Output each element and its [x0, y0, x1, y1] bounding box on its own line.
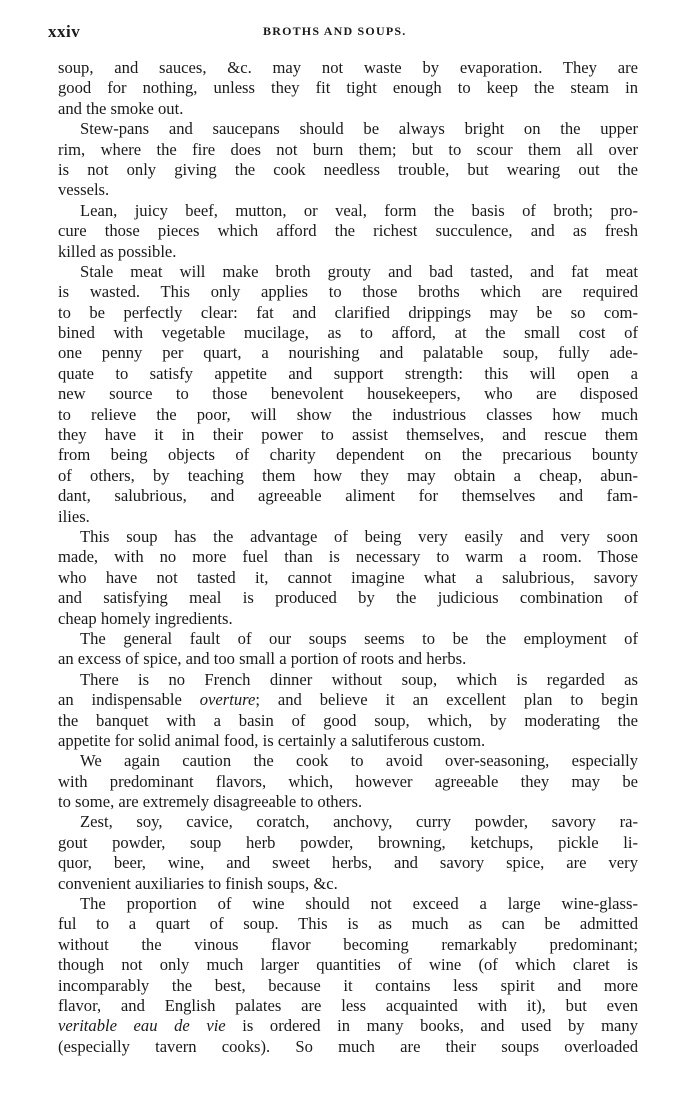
text-line: Zest, soy, cavice, coratch, anchovy, curry powder, savory ra-: [80, 812, 638, 832]
text-line: one penny per quart, a nourishing and palatable soup, fully ade-: [58, 343, 638, 363]
text-line: an indispensable overture; and believe it an excellent plan to begin: [58, 690, 638, 710]
page-header: [48, 22, 648, 42]
text-line: they have it in their power to assist themselves, and rescue them: [58, 425, 638, 445]
text-line: This soup has the advantage of being very easily and very soon: [80, 526, 638, 546]
text-line: of others, by teaching them how they may obtain a cheap, abun-: [58, 465, 638, 485]
body-text: [58, 58, 638, 1057]
text-line: Stale meat will make broth grouty and bad tasted, and fat meat: [80, 261, 638, 281]
italic-phrase: veritable eau de vie: [58, 1016, 226, 1036]
text-line: from being objects of charity dependent on the precarious bounty: [58, 445, 638, 465]
text-line: veritable eau de vie is ordered in many books, and used by many: [58, 1016, 638, 1036]
text-line: There is no French dinner without soup, which is regarded as: [80, 669, 638, 689]
text-line: to be perfectly clear: fat and clarified drippings may be so com-: [58, 302, 638, 322]
text-line: and the smoke out.: [58, 98, 184, 118]
text-line: new source to those benevolent housekeepers, who are disposed: [58, 384, 638, 404]
text-line: to some, are extremely disagreeable to others.: [58, 792, 363, 812]
text-line: cheap homely ingredients.: [58, 608, 233, 628]
running-head: BROTHS AND SOUPS.: [263, 24, 407, 38]
text-line: quor, beer, wine, and sweet herbs, and savory spice, are very: [58, 853, 638, 873]
text-line: quate to satisfy appetite and support strength: this will open a: [58, 363, 638, 383]
text-line: without the vinous flavor becoming remarkably predominant;: [58, 934, 638, 954]
text-line: ilies.: [58, 506, 90, 526]
text-line: convenient auxiliaries to finish soups, &c.: [58, 873, 338, 893]
text-line: soup, and sauces, &c. may not waste by evaporation. They are: [58, 58, 638, 77]
text-line: We again caution the cook to avoid over-seasoning, especially: [80, 751, 638, 771]
text-line: the banquet with a basin of good soup, which, by moderating the: [58, 710, 638, 730]
text-line: is not only giving the cook needless trouble, but wearing out the: [58, 159, 638, 179]
text-line: to relieve the poor, will show the industrious classes how much: [58, 404, 638, 424]
text-line: incomparably the best, because it contains less spirit and more: [58, 975, 638, 995]
text-line: cure those pieces which afford the richest succulence, and as fresh: [58, 221, 638, 241]
text-line: who have not tasted it, cannot imagine what a salubrious, savory: [58, 567, 638, 587]
text-line: with predominant flavors, which, however agreeable they may be: [58, 771, 638, 791]
text-line: (especially tavern cooks). So much are their soups overloaded: [58, 1036, 638, 1056]
text-line: and satisfying meal is produced by the judicious combination of: [58, 588, 638, 608]
text-line: though not only much larger quantities of wine (of which claret is: [58, 955, 638, 975]
text-line: dant, salubrious, and agreeable aliment for themselves and fam-: [58, 486, 638, 506]
text-line: made, with no more fuel than is necessary to warm a room. Those: [58, 547, 638, 567]
text-line: Lean, juicy beef, mutton, or veal, form the basis of broth; pro-: [80, 200, 638, 220]
text-line: an excess of spice, and too small a portion of roots and herbs.: [58, 649, 467, 669]
text-line: killed as possible.: [58, 241, 177, 261]
text-line: is wasted. This only applies to those broths which are required: [58, 282, 638, 302]
text-line: appetite for solid animal food, is certainly a salutiferous custom.: [58, 730, 486, 750]
text-line: vessels.: [58, 180, 110, 200]
text-line: Stew-pans and saucepans should be always bright on the upper: [80, 119, 638, 139]
text-line: bined with vegetable mucilage, as to afford, at the small cost of: [58, 323, 638, 343]
text-line: The proportion of wine should not exceed a large wine-glass-: [80, 894, 638, 914]
text-line: flavor, and English palates are less acquainted with it), but even: [58, 995, 638, 1015]
text-line: rim, where the fire does not burn them; but to scour them all over: [58, 139, 638, 159]
text-line: gout powder, soup herb powder, browning, ketchups, pickle li-: [58, 832, 638, 852]
italic-phrase: overture: [199, 690, 256, 710]
text-line: ful to a quart of soup. This is as much as can be admitted: [58, 914, 638, 934]
text-line: good for nothing, unless they fit tight enough to keep the steam in: [58, 78, 638, 98]
page-number: xxiv: [48, 22, 81, 41]
text-line: The general fault of our soups seems to be the employment of: [80, 628, 638, 648]
